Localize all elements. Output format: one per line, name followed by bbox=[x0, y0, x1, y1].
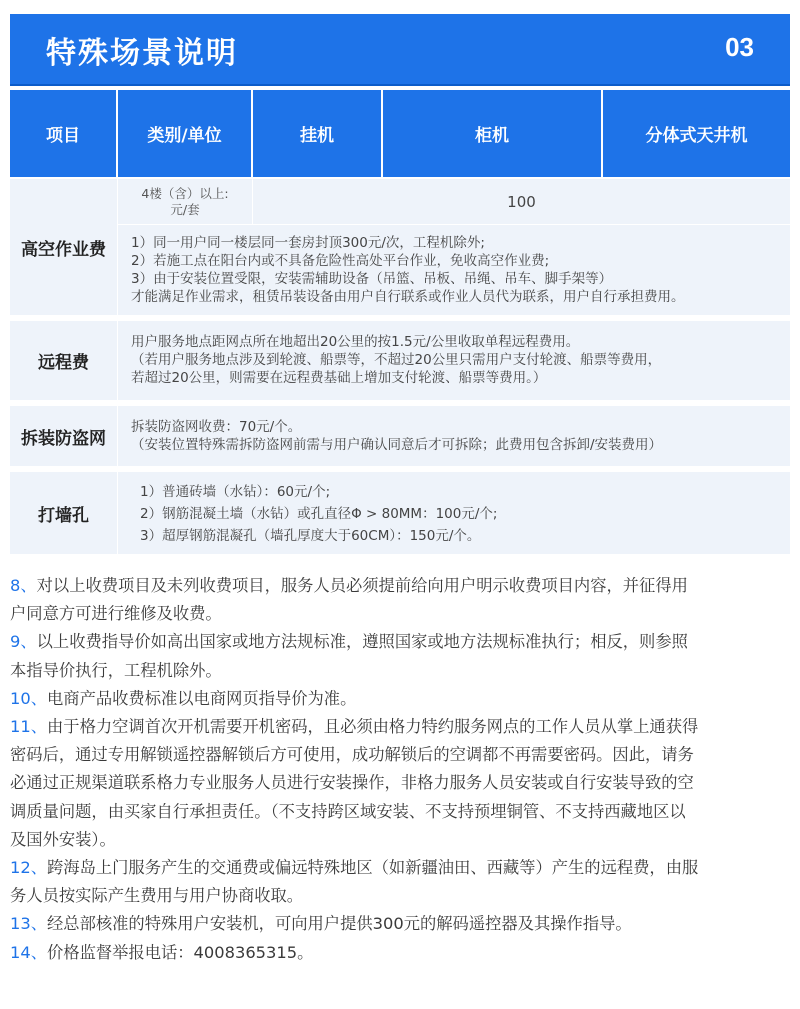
note-line: 户同意方可进行维修及收费。 bbox=[10, 604, 222, 624]
page-title: 特殊场景说明 bbox=[46, 36, 238, 71]
row-description bbox=[131, 333, 780, 387]
page-number: 03 bbox=[725, 32, 754, 62]
note-number: 9、 bbox=[10, 632, 37, 652]
description-line: 2）若施工点在阳台内或不具备危险性高处平台作业，免收高空作业费; bbox=[131, 253, 550, 269]
column-header-item: 项目 bbox=[10, 90, 118, 179]
note-line: 及国外安装）。 bbox=[10, 829, 116, 849]
title-bar bbox=[10, 14, 790, 86]
column-header-wall-unit: 挂机 bbox=[253, 90, 383, 179]
note-number: 8、 bbox=[10, 576, 37, 595]
note-line: 对以上收费项目及未列收费项目，服务人员必须提前给向用户明示收费项目内容，并征得用 bbox=[36, 576, 688, 595]
table-row-drilling bbox=[10, 472, 790, 554]
description-line: 1）普通砖墙（水钻）：60元/个; bbox=[140, 484, 331, 500]
row-description bbox=[140, 481, 780, 547]
description-line: 1）同一用户同一楼层同一套房封顶300元/次，工程机除外; bbox=[131, 235, 485, 251]
description-line: 拆装防盗网收费：70元/个。 bbox=[131, 419, 302, 435]
note-line: 跨海岛上门服务产生的交通费或偏远特殊地区（如新疆油田、西藏等）产生的远程费，由服 bbox=[47, 858, 699, 878]
note-line: 由于格力空调首次开机需要开机密码，且必须由格力特约服务网点的工作人员从掌上通获得 bbox=[47, 717, 699, 737]
note-line: 本指导价执行，工程机除外。 bbox=[10, 660, 222, 680]
description-line: 3）超厚钢筋混凝孔（墙孔厚度大于60CM）：150元/个。 bbox=[140, 528, 481, 544]
note-number: 12、 bbox=[10, 858, 47, 878]
note-line: 密码后，通过专用解锁遥控器解锁后方可使用，成功解锁后的空调都不再需要密码。因此，请务 bbox=[10, 745, 694, 765]
description-line: 用户服务地点距网点所在地超出20公里的按1.5元/公里收取单程远程费用。 bbox=[131, 334, 580, 350]
notes-section bbox=[10, 572, 795, 967]
table-header bbox=[10, 90, 790, 179]
column-header-cabinet-unit: 柜机 bbox=[383, 90, 603, 179]
row-label-high-altitude: 高空作业费 bbox=[10, 179, 118, 315]
note-14 bbox=[10, 939, 795, 967]
row-label-drilling: 打墙孔 bbox=[10, 472, 118, 554]
note-number: 14、 bbox=[10, 942, 47, 962]
note-line: 价格监督举报电话：4008365315。 bbox=[47, 942, 314, 962]
note-number: 11、 bbox=[10, 717, 47, 737]
fee-value-cell: 100 bbox=[253, 179, 790, 225]
table-row-anti-theft bbox=[10, 406, 790, 466]
note-line: 必通过正规渠道联系格力专业服务人员进行安装操作，非格力服务人员安装或自行安装导致的空 bbox=[10, 773, 694, 793]
note-line: 务人员按实际产生费用与用户协商收取。 bbox=[10, 886, 304, 906]
description-line: 若超过20公里，则需要在远程费基础上增加支付轮渡、船票等费用。） bbox=[131, 370, 547, 386]
column-header-unit: 类别/单位 bbox=[118, 90, 253, 179]
description-line: 2）钢筋混凝土墙（水钻）或孔直径Φ > 80MM：100元/个; bbox=[140, 506, 498, 522]
note-11 bbox=[10, 713, 795, 854]
unit-line: 元/套 bbox=[170, 201, 200, 217]
table-row-remote bbox=[10, 321, 790, 400]
unit-line: 4楼（含）以上: bbox=[141, 185, 229, 201]
note-9 bbox=[10, 628, 795, 684]
table-row-high-altitude bbox=[10, 179, 790, 315]
note-line: 以上收费指导价如高出国家或地方法规标准，遵照国家或地方法规标准执行；相反，则参照 bbox=[36, 632, 688, 652]
note-number: 10、 bbox=[10, 688, 47, 708]
note-line: 调质量问题，由买家自行承担责任。（不支持跨区域安装、不支持预埋铜管、不支持西藏地区以 bbox=[10, 801, 686, 821]
description-line: 才能满足作业需求，租赁吊装设备由用户自行联系或作业人员代为联系，用户自行承担费用。 bbox=[131, 289, 685, 305]
unit-cell bbox=[118, 179, 253, 225]
note-line: 经总部核准的特殊用户安装机，可向用户提供300元的解码遥控器及其操作指导。 bbox=[47, 914, 632, 934]
note-line: 电商产品收费标准以电商网页指导价为准。 bbox=[47, 688, 357, 708]
note-13 bbox=[10, 910, 795, 938]
note-12 bbox=[10, 854, 795, 910]
note-10 bbox=[10, 685, 795, 713]
row-description bbox=[131, 418, 780, 454]
description-line: （安装位置特殊需拆防盗网前需与用户确认同意后才可拆除；此费用包含拆卸/安装费用） bbox=[131, 437, 663, 453]
column-header-ceiling-unit: 分体式天井机 bbox=[603, 90, 790, 179]
row-description bbox=[131, 234, 780, 306]
row-label-anti-theft: 拆装防盗网 bbox=[10, 406, 118, 466]
description-line: 3）由于安装位置受限，安装需辅助设备（吊篮、吊板、吊绳、吊车、脚手架等） bbox=[131, 271, 613, 287]
note-number: 13、 bbox=[10, 914, 47, 934]
row-label-remote: 远程费 bbox=[10, 321, 118, 400]
note-8 bbox=[10, 572, 795, 628]
description-line: （若用户服务地点涉及到轮渡、船票等，不超过20公里只需用户支付轮渡、船票等费用， bbox=[131, 352, 662, 368]
